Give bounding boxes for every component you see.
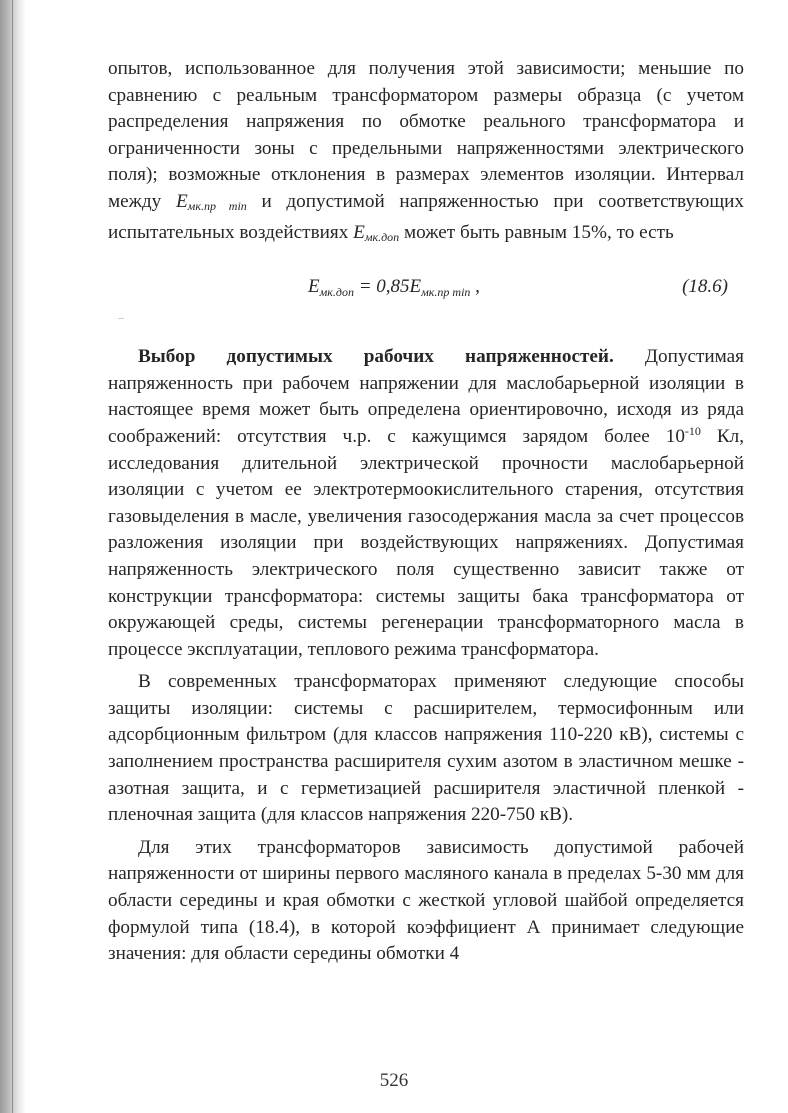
paragraph-3: В современных трансформаторах применяют следующие способы защиты изоляции: системы с расширителем, термосифонным или адсорбционным фильтром (для классов напряжения 110-220 кВ), системы с заполнением пространства расширителя сухим азотом в эластичном мешке - азотная защита, и с герметизацией расширителя эластичной пленкой - пленочная защита (для классов напряжения 220-750 кВ). (108, 671, 744, 826)
paragraph-1-text: опытов, использованное для получения этой зависимости; меньшие по сравнению с реальным трансформатором размеры образца (с учетом распределения напряжения по обмотке реального трансформатора и ограниченности зоны с предельными напряженностями электрического поля); возможные отклонения в размерах элементов изоляции. Интервал между (108, 58, 744, 212)
paragraph-1 (108, 56, 744, 250)
page-number: 526 (379, 1070, 409, 1091)
formula-lhs-subscript: мк.доп (319, 285, 354, 300)
symbol-e: E (353, 221, 365, 243)
formula-rhs-subscript: мк.пр min (421, 285, 471, 300)
symbol-subscript: мк.пр min (187, 198, 247, 213)
formula-tail: , (470, 276, 480, 298)
formula-18-6 (108, 268, 744, 312)
paragraph-1-end: может быть равным 15%, то есть (399, 221, 674, 243)
paragraph-2-text-a: Допустимая напряженность при рабочем напряжении для маслобарьерной изоляции в настоящее время может быть определена ориентировочно, исходя из ряда соображений: отсутствия ч.р. с кажущимся зарядом более 10 (108, 346, 745, 447)
page-body (108, 56, 744, 968)
symbol-subscript: мк.доп (364, 229, 400, 244)
formula-mid: = 0,85E (353, 276, 422, 298)
paragraph-4: Для этих трансформаторов зависимость допустимой рабочей напряженности от ширины первого масляного канала в пределах 5-30 мм для области середины и края обмотки с жесткой угловой шайбой определяется формулой типа (18.4), в которой коэффициент А принимает следующие значения: для области середины обмотки 4 (108, 836, 744, 965)
paragraph-1-mid: и допустимой напряженностью при соответствующих испытательных воздействиях (108, 190, 744, 243)
symbol-e: E (175, 190, 188, 212)
superscript: -10 (684, 423, 701, 438)
paragraph-2 (108, 344, 744, 663)
paragraph-2-text-b: Кл, исследования длительной электрической прочности маслобарьерной изоляции с учетом ее электротермоокислительного старения, отсутствия газовыделения в масле, увеличения газосодержания масла за счет процессов разложения изоляции при воздействующих напряжениях. Допустимая напряженность электрического поля существенно зависит также от конструкции трансформатора: системы защиты бака трансформатора от окружающей среды, системы регенерации трансформаторного масла в процессе эксплуатации, теплового режима трансформатора. (108, 425, 744, 660)
binding-edge (0, 0, 26, 1113)
formula-expression (308, 274, 480, 306)
equation-number: (18.6) (682, 276, 728, 298)
section-heading: Выбор допустимых рабочих напряженностей. (138, 346, 614, 368)
formula-lhs: E (308, 276, 320, 298)
